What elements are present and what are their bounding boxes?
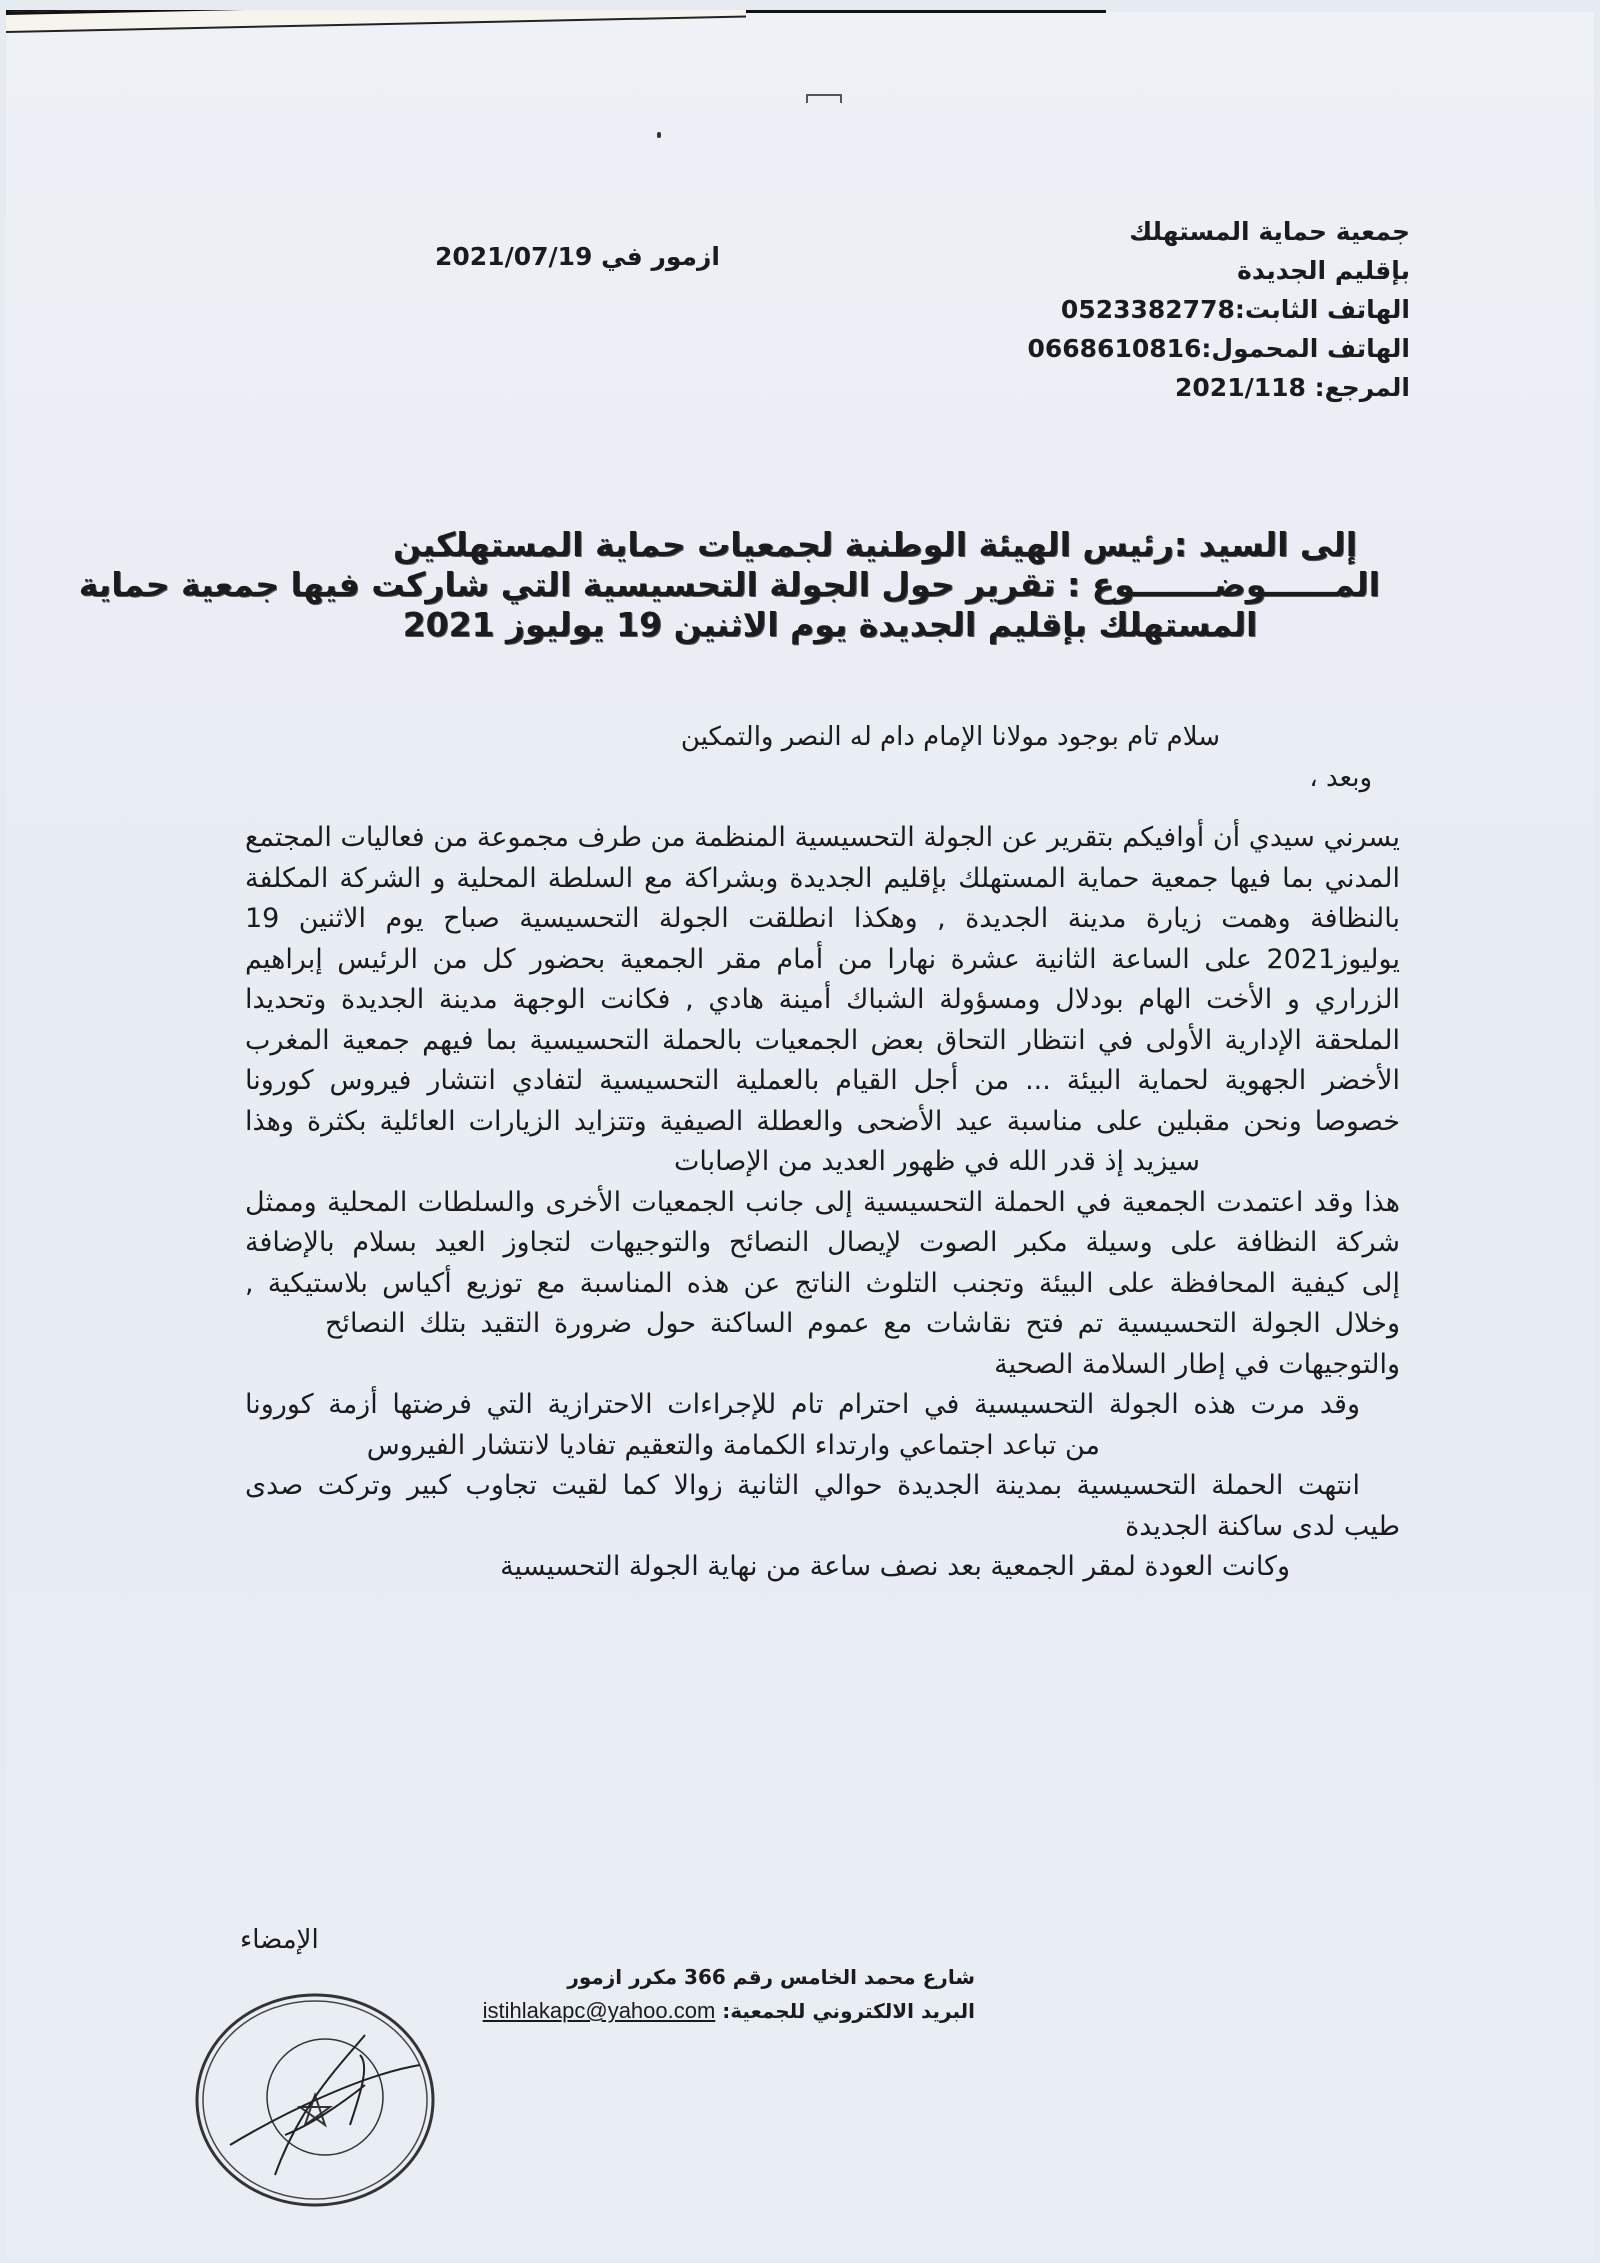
body-line: الزراري و الأخت الهام بودلال ومسؤولة الشباك أمينة هادي , فكانت الوجهة مدينة الجديدة وتحديدا: [245, 984, 1400, 1015]
footer-email-label: البريد الالكتروني للجمعية:: [722, 1999, 975, 2023]
association-stamp: [190, 1975, 450, 2215]
sender-landline: الهاتف الثابت:0523382778: [1060, 295, 1410, 324]
opening: وبعد ،: [1309, 763, 1372, 793]
body-line: سيزيد إذ قدر الله في ظهور العديد من الإصابات: [674, 1146, 1200, 1177]
body-line: من تباعد اجتماعي وارتداء الكمامة والتعقيم تفاديا لانتشار الفيروس: [366, 1429, 1100, 1461]
sender-province: بإقليم الجديدة: [1237, 256, 1410, 285]
subject-line-1: المــــــوضـــــــوع : تقرير حول الجولة التحسيسية التي شاركت فيها جمعية حماية: [78, 565, 1380, 604]
body-line: وقد مرت هذه الجولة التحسيسية في احترام تام للإجراءات الاحترازية التي فرضتها أزمة كورونا: [245, 1389, 1360, 1420]
sender-org-name: جمعية حماية المستهلك: [1129, 217, 1410, 246]
sender-mobile: الهاتف المحمول:0668610816: [1027, 334, 1410, 363]
footer-address: شارع محمد الخامس رقم 366 مكرر ازمور: [567, 1965, 975, 1989]
body-line: الأخضر الجهوية لحماية البيئة ... من أجل القيام بالعملية التحسيسية لتفادي انتشار فيروس كورونا: [245, 1065, 1400, 1096]
staple-mark: [806, 94, 842, 103]
subject-line-2: المستهلك بإقليم الجديدة يوم الاثنين 19 يوليوز 2021: [402, 605, 1258, 644]
body-line: شركة النظافة على وسيلة مكبر الصوت لإيصال النصائح والتوجيهات لتجاوز العيد بسلام بالإضافة: [245, 1227, 1400, 1258]
body-line: يوليوز2021 على الساعة الثانية عشرة نهارا من أمام مقر الجمعية بحضور كل من الرئيس إبراهيم: [245, 943, 1400, 975]
letter-heading: [78, 525, 1380, 645]
speck: [657, 132, 661, 138]
body-line: وخلال الجولة التحسيسية تم فتح نقاشات مع عموم الساكنة حول ضرورة التقيد بتلك النصائح: [325, 1308, 1400, 1339]
body-line: وكانت العودة لمقر الجمعية بعد نصف ساعة من نهاية الجولة التحسيسية: [500, 1551, 1290, 1582]
greeting: سلام تام بوجود مولانا الإمام دام له النصر والتمكين: [680, 722, 1220, 752]
letter-body: [245, 818, 1400, 1588]
sender-reference: المرجع: 2021/118: [1175, 373, 1410, 402]
signature-scribble: [230, 2035, 420, 2175]
body-line: إلى كيفية المحافظة على البيئة وتجنب التلوث الناتج عن هذه المناسبة مع توزيع أكياس بلاستيكية ,: [245, 1267, 1400, 1299]
scan-edge-artifact: [6, 10, 1106, 36]
body-line: بالنظافة وهمت زيارة مدينة الجديدة , وهكذا انطلقت الجولة التحسيسية صباح يوم الاثنين 19: [245, 903, 1400, 934]
sender-block: [950, 212, 1410, 407]
signature-label: الإمضاء: [240, 1925, 319, 1955]
footer-address-block: [420, 1960, 975, 2028]
body-line: طيب لدى ساكنة الجديدة: [1125, 1510, 1400, 1542]
body-line: انتهت الحملة التحسيسية بمدينة الجديدة حوالي الثانية زوالا كما لقيت تجاوب كبير وتركت صدى: [245, 1470, 1360, 1501]
addressee: إلى السيد :رئيس الهيئة الوطنية لجمعيات حماية المستهلكين: [392, 525, 1358, 564]
place-date: ازمور في 2021/07/19: [435, 242, 720, 271]
body-line: المدني بما فيها جمعية حماية المستهلك بإقليم الجديدة وبشراكة مع السلطة المحلية و الشركة المكلفة: [245, 862, 1400, 894]
body-line: والتوجيهات في إطار السلامة الصحية: [994, 1348, 1400, 1380]
footer-email-link[interactable]: istihlakapc@yahoo.com: [482, 1998, 716, 2023]
body-line: يسرني سيدي أن أوافيكم بتقرير عن الجولة التحسيسية المنظمة من طرف مجموعة من فعاليات المجتمع: [245, 822, 1400, 853]
body-line: خصوصا ونحن مقبلين على مناسبة عيد الأضحى والعطلة الصيفية وتتزايد الزيارات العائلية بكثرة وهذا: [245, 1105, 1400, 1137]
body-line: الملحقة الإدارية الأولى في انتظار التحاق بعض الجمعيات بالحملة التحسيسية بما فيهم جمعية المغرب: [245, 1024, 1400, 1056]
body-line: هذا وقد اعتمدت الجمعية في الحملة التحسيسية إلى جانب الجمعيات الأخرى والسلطات المحلية وممثل: [245, 1186, 1400, 1218]
